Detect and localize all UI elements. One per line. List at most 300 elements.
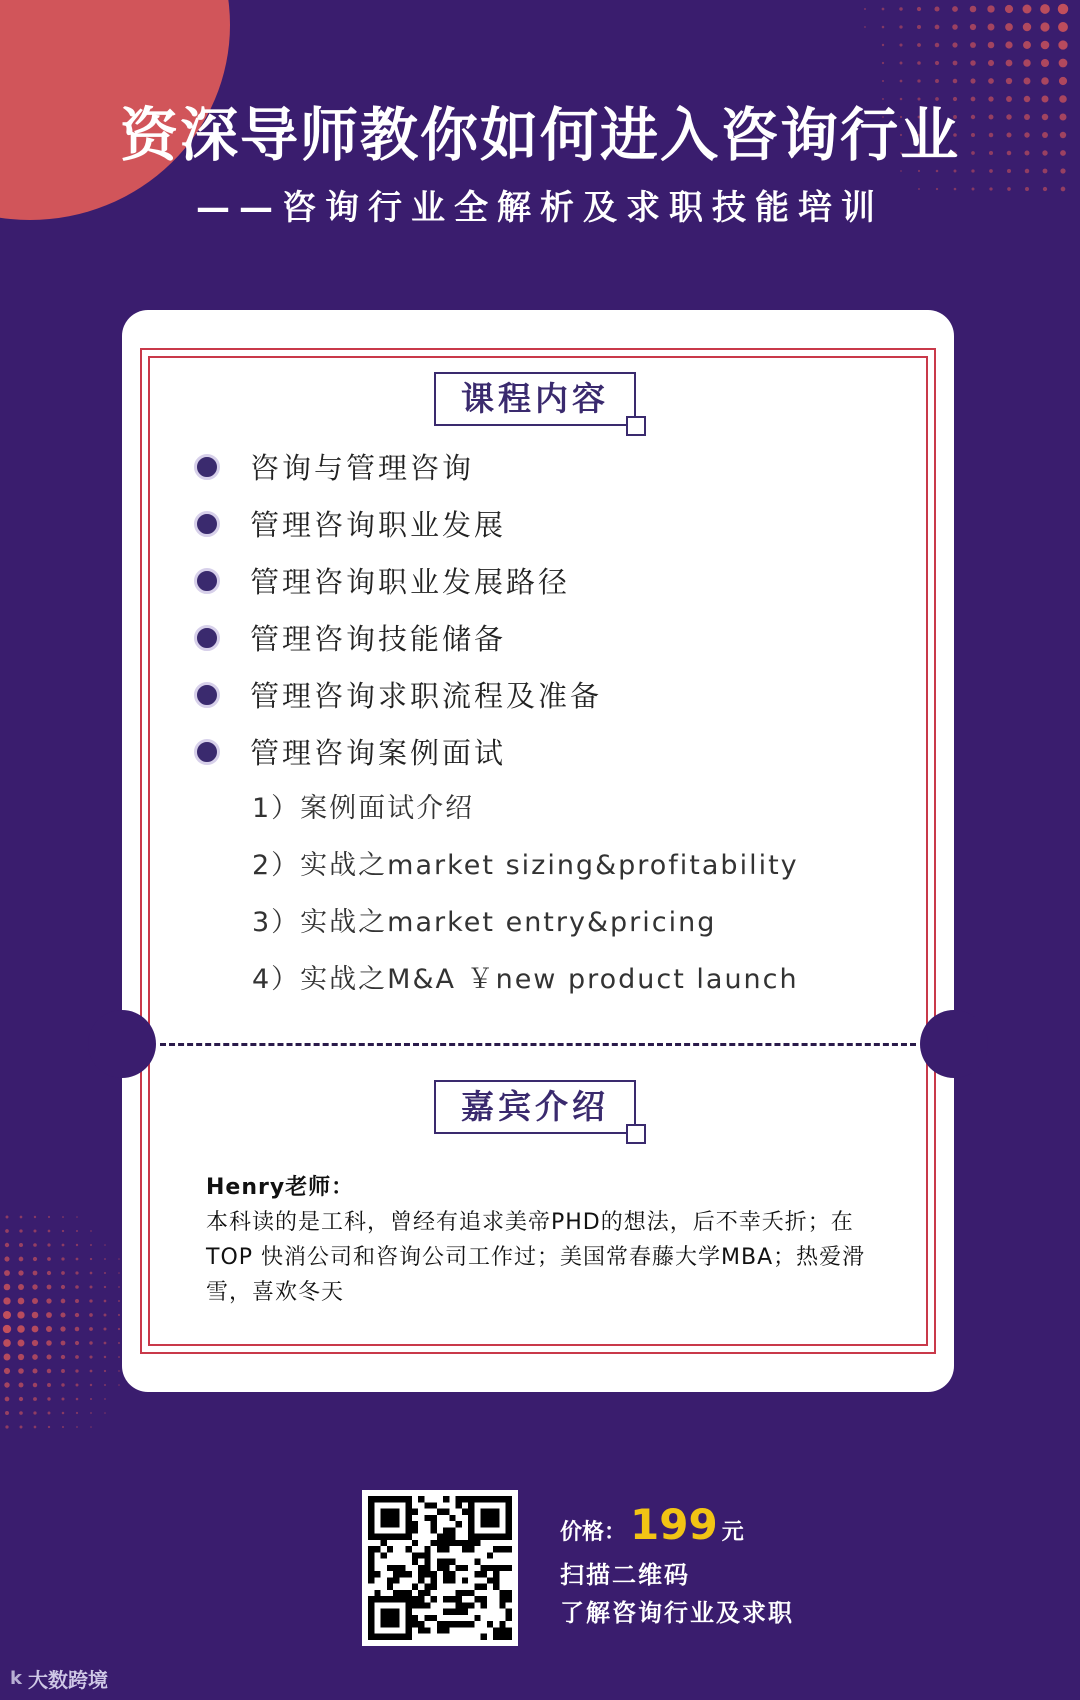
qr-module xyxy=(474,1540,480,1546)
qr-module xyxy=(431,1571,437,1577)
decorative-dot xyxy=(104,1384,106,1386)
qr-module xyxy=(374,1546,380,1552)
decorative-dot xyxy=(934,6,939,11)
qr-module xyxy=(393,1577,399,1583)
course-item-text: 管理咨询职业发展 xyxy=(250,508,507,542)
qr-module xyxy=(368,1546,374,1552)
qr-module xyxy=(449,1540,455,1546)
qr-module xyxy=(499,1546,505,1552)
qr-module xyxy=(487,1577,493,1583)
qr-module xyxy=(449,1577,455,1583)
decorative-dot xyxy=(1058,22,1068,32)
qr-module xyxy=(412,1559,418,1565)
qr-module xyxy=(406,1590,412,1596)
decorative-dot xyxy=(3,1325,11,1333)
sub-item: 4）实战之M&A ￥new product launch xyxy=(252,964,799,995)
decorative-dot xyxy=(19,1257,24,1262)
decorative-dot xyxy=(46,1298,51,1303)
qr-module xyxy=(418,1621,424,1627)
decorative-dot xyxy=(118,1370,120,1372)
decorative-dot xyxy=(118,1342,120,1344)
decorative-dot xyxy=(19,1229,22,1232)
course-section-heading xyxy=(434,372,636,426)
decorative-dot xyxy=(90,1244,92,1246)
qr-module xyxy=(387,1584,393,1590)
qr-module xyxy=(437,1621,443,1627)
content-card xyxy=(122,310,954,1392)
decorative-dot xyxy=(104,1412,106,1414)
qr-module xyxy=(368,1559,374,1565)
course-item xyxy=(194,666,602,723)
decorative-dot xyxy=(62,1426,64,1428)
guest-name: Henry老师： xyxy=(206,1175,355,1200)
logo-mark-icon: k xyxy=(10,1668,22,1689)
qr-module xyxy=(424,1559,430,1565)
decorative-dot xyxy=(75,1327,80,1332)
qr-module xyxy=(462,1590,468,1596)
decorative-dot xyxy=(970,42,976,48)
qr-module xyxy=(412,1584,418,1590)
qr-module xyxy=(406,1571,412,1577)
qr-module xyxy=(499,1602,505,1608)
decorative-dot xyxy=(32,1340,38,1346)
decorative-dot xyxy=(46,1340,52,1346)
qr-module xyxy=(462,1540,468,1546)
qr-module xyxy=(456,1602,462,1608)
decorative-dot xyxy=(48,1412,51,1415)
decorative-dot xyxy=(1023,23,1031,31)
decorative-dot xyxy=(104,1300,107,1303)
decorative-dot xyxy=(61,1299,66,1304)
qr-module xyxy=(381,1609,400,1628)
decorative-dot xyxy=(76,1258,79,1261)
qr-module xyxy=(431,1527,437,1533)
decorative-dot xyxy=(1041,59,1049,67)
decorative-dot xyxy=(882,44,884,46)
qr-module xyxy=(456,1540,462,1546)
decorative-dot xyxy=(34,1216,36,1218)
decorative-dot xyxy=(864,8,866,10)
qr-module xyxy=(456,1502,462,1508)
decorative-dot xyxy=(104,1272,106,1274)
decorative-dot xyxy=(104,1314,107,1317)
heading-corner-square xyxy=(626,416,646,436)
course-item-text: 咨询与管理咨询 xyxy=(250,451,475,485)
decorative-dot xyxy=(1006,78,1012,84)
decorative-dot xyxy=(988,24,995,31)
decorative-dot xyxy=(33,1243,37,1247)
qr-module xyxy=(449,1559,455,1565)
decorative-dot xyxy=(5,1411,9,1415)
qr-module xyxy=(424,1602,430,1608)
decorative-dot xyxy=(987,5,994,12)
price-value: 199 xyxy=(630,1500,718,1549)
decorative-dot xyxy=(89,1341,92,1344)
qr-module xyxy=(449,1571,455,1577)
decorative-dot xyxy=(4,1270,10,1276)
decorative-dot xyxy=(76,1230,78,1232)
decorative-dot xyxy=(75,1271,78,1274)
decorative-dot xyxy=(1006,60,1013,67)
decorative-dot xyxy=(47,1369,51,1373)
decorative-dot xyxy=(90,1384,92,1386)
decorative-dot xyxy=(48,1216,50,1218)
decorative-dot xyxy=(48,1426,50,1428)
decorative-dot xyxy=(118,1286,120,1288)
qr-module xyxy=(374,1571,380,1577)
qr-module xyxy=(462,1565,468,1571)
decorative-dot xyxy=(32,1326,39,1333)
qr-module xyxy=(387,1577,393,1583)
decorative-dot xyxy=(61,1355,65,1359)
qr-module xyxy=(481,1596,487,1602)
decorative-dot xyxy=(1005,41,1012,48)
qr-module xyxy=(443,1527,449,1533)
guest-heading-text: 嘉宾介绍 xyxy=(461,1087,609,1126)
qr-module xyxy=(418,1565,424,1571)
qr-module xyxy=(462,1546,468,1552)
decorative-dot xyxy=(33,1383,37,1387)
decorative-dot xyxy=(118,1272,120,1274)
qr-module xyxy=(412,1621,418,1627)
decorative-dot xyxy=(3,1297,10,1304)
qr-module xyxy=(487,1621,493,1627)
qr-module xyxy=(493,1627,499,1633)
decorative-dot xyxy=(935,43,939,47)
qr-module xyxy=(412,1509,418,1515)
decorative-dot xyxy=(75,1313,79,1317)
qr-module xyxy=(456,1565,462,1571)
decorative-dot xyxy=(46,1354,51,1359)
decorative-dot xyxy=(3,1339,11,1347)
qr-module xyxy=(462,1577,468,1583)
decorative-dot xyxy=(18,1368,24,1374)
decorative-dot xyxy=(90,1370,93,1373)
qr-module xyxy=(381,1509,400,1528)
bullet-icon xyxy=(194,454,220,480)
decorative-dot xyxy=(952,24,957,29)
decorative-dot xyxy=(1005,23,1013,31)
qr-module xyxy=(412,1602,418,1608)
qr-module xyxy=(431,1596,437,1602)
decorative-dot xyxy=(952,42,957,47)
qr-module xyxy=(487,1565,493,1571)
price-label: 价格： xyxy=(560,1520,627,1545)
decorative-dot xyxy=(104,1342,107,1345)
qr-module xyxy=(399,1571,405,1577)
qr-module xyxy=(412,1596,418,1602)
qr-module xyxy=(443,1596,449,1602)
qr-module xyxy=(443,1559,449,1565)
decorative-dot xyxy=(104,1356,106,1358)
qr-module xyxy=(431,1502,437,1508)
decorative-dot xyxy=(19,1243,23,1247)
decorative-dot xyxy=(118,1258,120,1260)
decorative-dot xyxy=(19,1383,24,1388)
qr-module xyxy=(418,1596,424,1602)
qr-module xyxy=(456,1621,462,1627)
decorative-dot xyxy=(3,1311,11,1319)
qr-module xyxy=(493,1565,499,1571)
qr-module xyxy=(412,1552,418,1558)
decorative-dot xyxy=(89,1313,93,1317)
decorative-dot xyxy=(899,25,902,28)
qr-module xyxy=(443,1577,449,1583)
decorative-dot xyxy=(19,1411,23,1415)
bullet-icon xyxy=(194,682,220,708)
decorative-dot xyxy=(19,1397,23,1401)
decorative-dot xyxy=(20,1426,23,1429)
qr-module xyxy=(493,1571,499,1577)
decorative-dot xyxy=(104,1370,106,1372)
qr-module xyxy=(456,1590,462,1596)
qr-module xyxy=(468,1602,474,1608)
decorative-dot xyxy=(103,1327,106,1330)
qr-module xyxy=(412,1521,418,1527)
course-heading-text: 课程内容 xyxy=(461,379,609,418)
decorative-dot xyxy=(62,1398,65,1401)
decorative-dot xyxy=(76,1384,79,1387)
qr-module xyxy=(506,1565,512,1571)
qr-module xyxy=(487,1552,493,1558)
qr-module xyxy=(474,1615,480,1621)
decorative-dot xyxy=(118,1328,120,1330)
heading-corner-square xyxy=(626,1124,646,1144)
decorative-dot xyxy=(4,1256,9,1261)
qr-module xyxy=(418,1602,424,1608)
decorative-dot xyxy=(90,1230,92,1232)
qr-module xyxy=(431,1521,437,1527)
decorative-dot xyxy=(104,1258,106,1260)
qr-module xyxy=(443,1540,449,1546)
qr-module xyxy=(474,1559,480,1565)
decorative-dot xyxy=(899,7,902,10)
qr-module xyxy=(481,1571,487,1577)
decorative-dot xyxy=(33,1257,37,1261)
decorative-dot xyxy=(5,1243,9,1247)
decorative-dot xyxy=(118,1314,120,1316)
decorative-dot xyxy=(917,79,920,82)
qr-module xyxy=(443,1627,449,1633)
qr-module xyxy=(493,1577,499,1583)
course-item xyxy=(194,552,602,609)
sub-item: 2）实战之market sizing&profitability xyxy=(252,850,799,881)
decorative-dot xyxy=(935,25,940,30)
qr-module xyxy=(368,1565,374,1571)
decorative-dot xyxy=(47,1285,52,1290)
decorative-dot xyxy=(17,1325,25,1333)
qr-module xyxy=(431,1515,437,1521)
decorative-dot xyxy=(89,1355,92,1358)
decorative-dot xyxy=(75,1355,79,1359)
bullet-icon xyxy=(194,511,220,537)
decorative-dot xyxy=(75,1299,79,1303)
bullet-icon xyxy=(194,625,220,651)
qr-module xyxy=(443,1621,449,1627)
qr-module xyxy=(424,1515,430,1521)
decorative-dot xyxy=(1058,4,1068,14)
qr-module xyxy=(506,1546,512,1552)
qr-module xyxy=(506,1627,512,1633)
qr-module xyxy=(449,1621,455,1627)
guest-bio: 本科读的是工科，曾经有追求美帝PHD的想法，后不幸夭折；在TOP 快消公司和咨询公司工作过；美国常春藤大学MBA；热爱滑雪，喜欢冬天 xyxy=(206,1210,866,1305)
decorative-dot xyxy=(76,1426,78,1428)
qr-module xyxy=(499,1590,505,1596)
decorative-dot xyxy=(76,1244,78,1246)
decorative-dot xyxy=(62,1230,64,1232)
qr-module xyxy=(399,1590,405,1596)
decorative-dot xyxy=(4,1284,11,1291)
decorative-dot xyxy=(18,1354,24,1360)
decorative-dot xyxy=(47,1383,51,1387)
qr-module xyxy=(493,1584,499,1590)
qr-module xyxy=(499,1565,505,1571)
decorative-dot xyxy=(89,1327,93,1331)
qr-module xyxy=(506,1609,512,1615)
qr-module xyxy=(412,1615,418,1621)
qr-module xyxy=(424,1571,430,1577)
qr-module xyxy=(462,1609,468,1615)
qr-module xyxy=(462,1509,468,1515)
qr-module xyxy=(481,1584,487,1590)
decorative-dot xyxy=(988,42,995,49)
qr-module xyxy=(493,1634,499,1640)
decorative-dot xyxy=(118,1300,120,1302)
decorative-dot xyxy=(33,1271,38,1276)
qr-module xyxy=(474,1571,480,1577)
qr-module xyxy=(456,1596,462,1602)
decorative-dot xyxy=(4,1368,10,1374)
qr-module xyxy=(368,1577,374,1583)
guest-section-heading xyxy=(434,1080,636,1134)
decorative-dot xyxy=(47,1397,50,1400)
decorative-dot xyxy=(882,8,885,11)
decorative-dot xyxy=(917,7,921,11)
qr-module xyxy=(506,1590,512,1596)
decorative-dot xyxy=(47,1243,50,1246)
decorative-dot xyxy=(899,43,902,46)
decorative-dot xyxy=(882,26,885,29)
decorative-dot xyxy=(33,1411,36,1414)
qr-code[interactable] xyxy=(362,1490,518,1646)
qr-module xyxy=(443,1571,449,1577)
decorative-dot xyxy=(61,1271,65,1275)
qr-module xyxy=(449,1596,455,1602)
scan-qr-text: 扫描二维码 xyxy=(560,1561,690,1589)
qr-module xyxy=(418,1552,424,1558)
qr-module xyxy=(468,1540,474,1546)
decorative-dot xyxy=(61,1341,66,1346)
qr-module xyxy=(449,1609,455,1615)
decorative-dot xyxy=(90,1426,92,1428)
qr-module xyxy=(443,1509,449,1515)
decorative-dot xyxy=(1058,40,1067,49)
qr-module xyxy=(481,1509,500,1528)
decorative-dot xyxy=(118,1356,120,1358)
qr-module xyxy=(424,1590,430,1596)
decorative-dot xyxy=(953,61,958,66)
qr-module xyxy=(456,1521,462,1527)
price-line xyxy=(560,1500,794,1556)
qr-module xyxy=(493,1546,499,1552)
course-item xyxy=(194,495,602,552)
decorative-dot xyxy=(75,1341,79,1345)
qr-module xyxy=(468,1546,474,1552)
qr-module xyxy=(393,1565,399,1571)
decorative-dot xyxy=(18,1284,24,1290)
course-item xyxy=(194,723,602,780)
qr-module xyxy=(443,1565,449,1571)
purchase-info xyxy=(560,1500,794,1632)
qr-module xyxy=(481,1602,487,1608)
qr-module xyxy=(468,1621,474,1627)
qr-module xyxy=(456,1609,462,1615)
qr-module xyxy=(462,1602,468,1608)
decorative-dot xyxy=(953,79,958,84)
qr-module xyxy=(431,1584,437,1590)
decorative-dot xyxy=(4,1354,11,1361)
qr-module xyxy=(431,1577,437,1583)
qr-module xyxy=(381,1552,387,1558)
decorative-dot xyxy=(5,1397,10,1402)
decorative-dot xyxy=(1040,4,1050,14)
brand-logo xyxy=(10,1664,108,1693)
qr-module xyxy=(424,1565,430,1571)
decorative-dot xyxy=(90,1412,92,1414)
qr-module xyxy=(506,1634,512,1640)
decorative-dot xyxy=(89,1299,92,1302)
decorative-dot xyxy=(1023,5,1032,14)
decorative-dot xyxy=(1041,77,1049,85)
decorative-dot xyxy=(32,1284,37,1289)
decorative-dot xyxy=(882,62,884,64)
decorative-dot xyxy=(988,60,994,66)
qr-module xyxy=(418,1496,424,1502)
decorative-dot xyxy=(60,1326,65,1331)
decorative-dot xyxy=(970,6,977,13)
decorative-dot xyxy=(118,1384,120,1386)
decorative-dot xyxy=(935,61,939,65)
decorative-dot xyxy=(104,1398,106,1400)
qr-module xyxy=(431,1615,437,1621)
qr-module xyxy=(424,1546,430,1552)
qr-module xyxy=(437,1509,443,1515)
decorative-dot xyxy=(935,79,939,83)
decorative-dot xyxy=(47,1271,51,1275)
decorative-dot xyxy=(970,24,976,30)
qr-module xyxy=(449,1515,455,1521)
decorative-dot xyxy=(1023,59,1030,66)
decorative-dot xyxy=(1023,41,1031,49)
decorative-dot xyxy=(32,1312,39,1319)
decorative-dot xyxy=(48,1230,51,1233)
qr-module xyxy=(506,1596,512,1602)
page-subtitle: ——咨询行业全解析及求职技能培训 xyxy=(196,188,884,228)
qr-module xyxy=(443,1609,449,1615)
decorative-dot xyxy=(864,26,866,28)
page-title: 资深导师教你如何进入咨询行业 xyxy=(119,101,960,169)
qr-module xyxy=(381,1540,387,1546)
course-item xyxy=(194,609,602,666)
logo-text: 大数跨境 xyxy=(27,1668,108,1692)
qr-module xyxy=(499,1634,505,1640)
decorative-dot xyxy=(952,6,958,12)
decorative-dot xyxy=(1040,22,1049,31)
decorative-dot xyxy=(104,1286,106,1288)
qr-module xyxy=(393,1571,399,1577)
ticket-notch-right xyxy=(920,1010,988,1078)
qr-module xyxy=(468,1590,474,1596)
